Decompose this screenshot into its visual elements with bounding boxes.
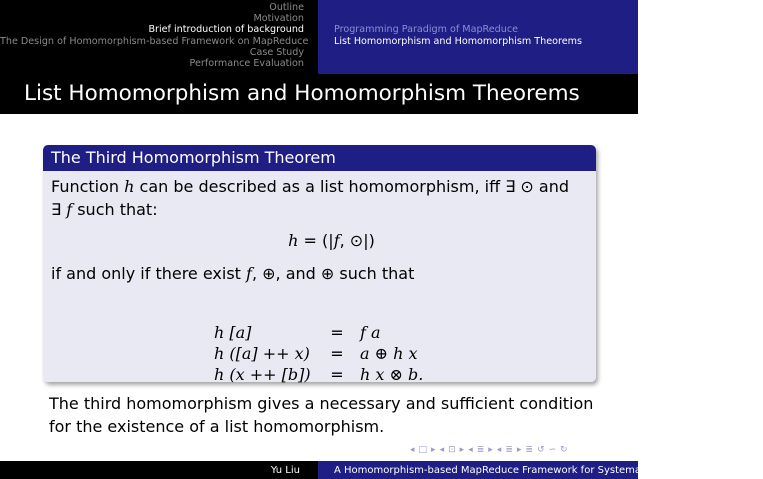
equation-array bbox=[214, 322, 423, 385]
banana-bracket-open: (| bbox=[322, 231, 334, 250]
equation-lhs: h ([a] ++ x) bbox=[214, 344, 310, 363]
header-navigation bbox=[0, 0, 638, 74]
frame-icon[interactable]: □ bbox=[418, 445, 428, 455]
equation-rhs: h x ⊗ b. bbox=[360, 365, 424, 384]
operator-odot: , ⊙ bbox=[339, 231, 364, 250]
appendix-icon[interactable]: ≣ bbox=[525, 445, 533, 455]
equation-row bbox=[214, 322, 423, 343]
theorem-line-3 bbox=[51, 262, 588, 285]
theorem-block-title: The Third Homomorphism Theorem bbox=[43, 145, 596, 171]
section-icon[interactable]: ≣ bbox=[476, 445, 485, 455]
equation-op: = bbox=[330, 365, 344, 384]
equation-rhs: f a bbox=[360, 323, 381, 342]
math-f: f bbox=[246, 264, 252, 283]
equals-sign: = bbox=[298, 231, 323, 250]
subsection-icon[interactable]: ⊡ bbox=[448, 445, 456, 455]
nav-subsection-list-homomorphism[interactable]: List Homomorphism and Homomorphism Theorems bbox=[334, 35, 582, 47]
search-icon[interactable]: ∽ bbox=[548, 445, 557, 455]
theorem-block bbox=[43, 145, 596, 382]
nav-prev-document-icon[interactable]: ◂ bbox=[496, 445, 502, 455]
equation-lhs: h [a] bbox=[214, 323, 252, 342]
math-h: h bbox=[288, 231, 299, 250]
equation-row bbox=[214, 364, 423, 385]
beamer-navigation-symbols bbox=[410, 445, 568, 455]
subsection-navigation bbox=[318, 0, 638, 74]
text-segment: if and only if there exist bbox=[51, 264, 247, 283]
nav-section-background[interactable]: Brief introduction of background bbox=[148, 24, 304, 36]
section-navigation bbox=[0, 0, 318, 74]
text-segment: can be described as a list homomorphism, iff ∃ ⊙ and bbox=[134, 177, 569, 196]
math-f: f bbox=[333, 231, 340, 250]
homomorphism-definition bbox=[51, 229, 588, 252]
nav-next-section-icon[interactable]: ▸ bbox=[488, 445, 493, 455]
text-segment: ∃ bbox=[51, 200, 67, 219]
text-segment: Function bbox=[51, 177, 125, 196]
theorem-block-body bbox=[43, 171, 596, 382]
math-h: h bbox=[124, 177, 135, 196]
document-icon[interactable]: ≣ bbox=[505, 445, 513, 455]
text-segment: such that: bbox=[72, 200, 158, 219]
nav-next-document-icon[interactable]: ▸ bbox=[516, 445, 522, 455]
nav-section-design[interactable]: The Design of Homomorphism-based Framework on MapReduce bbox=[0, 35, 309, 47]
nav-section-case-study[interactable]: Case Study bbox=[249, 46, 304, 58]
equation-op: = bbox=[330, 323, 344, 342]
banana-bracket-close: |) bbox=[363, 231, 375, 250]
theorem-line-1 bbox=[51, 175, 588, 198]
nav-prev-subsection-icon[interactable]: ◂ bbox=[439, 445, 445, 455]
equation-row bbox=[214, 343, 423, 364]
nav-section-outline[interactable]: Outline bbox=[269, 2, 304, 13]
text-segment: , ⊕, and ⊕ such that bbox=[251, 264, 415, 283]
nav-next-frame-icon[interactable]: ▸ bbox=[431, 445, 436, 455]
nav-subsection-mapreduce[interactable]: Programming Paradigm of MapReduce bbox=[334, 24, 519, 35]
nav-prev-frame-icon[interactable]: ◂ bbox=[410, 445, 415, 455]
math-f: f bbox=[66, 200, 73, 219]
footer-author: Yu Liu bbox=[0, 461, 318, 479]
footer bbox=[0, 461, 763, 479]
theorem-line-2 bbox=[51, 198, 588, 221]
conclusion-text: The third homomorphism gives a necessary and sufficient condition for the existence of a list homomorphism. bbox=[49, 394, 594, 436]
nav-section-motivation[interactable]: Motivation bbox=[253, 13, 304, 25]
slide-title: List Homomorphism and Homomorphism Theorems bbox=[0, 74, 638, 114]
nav-next-subsection-icon[interactable]: ▸ bbox=[459, 445, 465, 455]
equation-op: = bbox=[330, 344, 344, 363]
forward-icon[interactable]: ↻ bbox=[560, 445, 568, 455]
equation-rhs: a ⊕ h x bbox=[360, 344, 418, 363]
nav-section-performance[interactable]: Performance Evaluation bbox=[189, 58, 304, 70]
nav-prev-section-icon[interactable]: ◂ bbox=[468, 445, 473, 455]
equation-lhs: h (x ++ [b]) bbox=[214, 365, 311, 384]
back-icon[interactable]: ↺ bbox=[536, 445, 545, 455]
footer-title: A Homomorphism-based MapReduce Framework for Systematic Parallel Programming bbox=[318, 461, 638, 479]
